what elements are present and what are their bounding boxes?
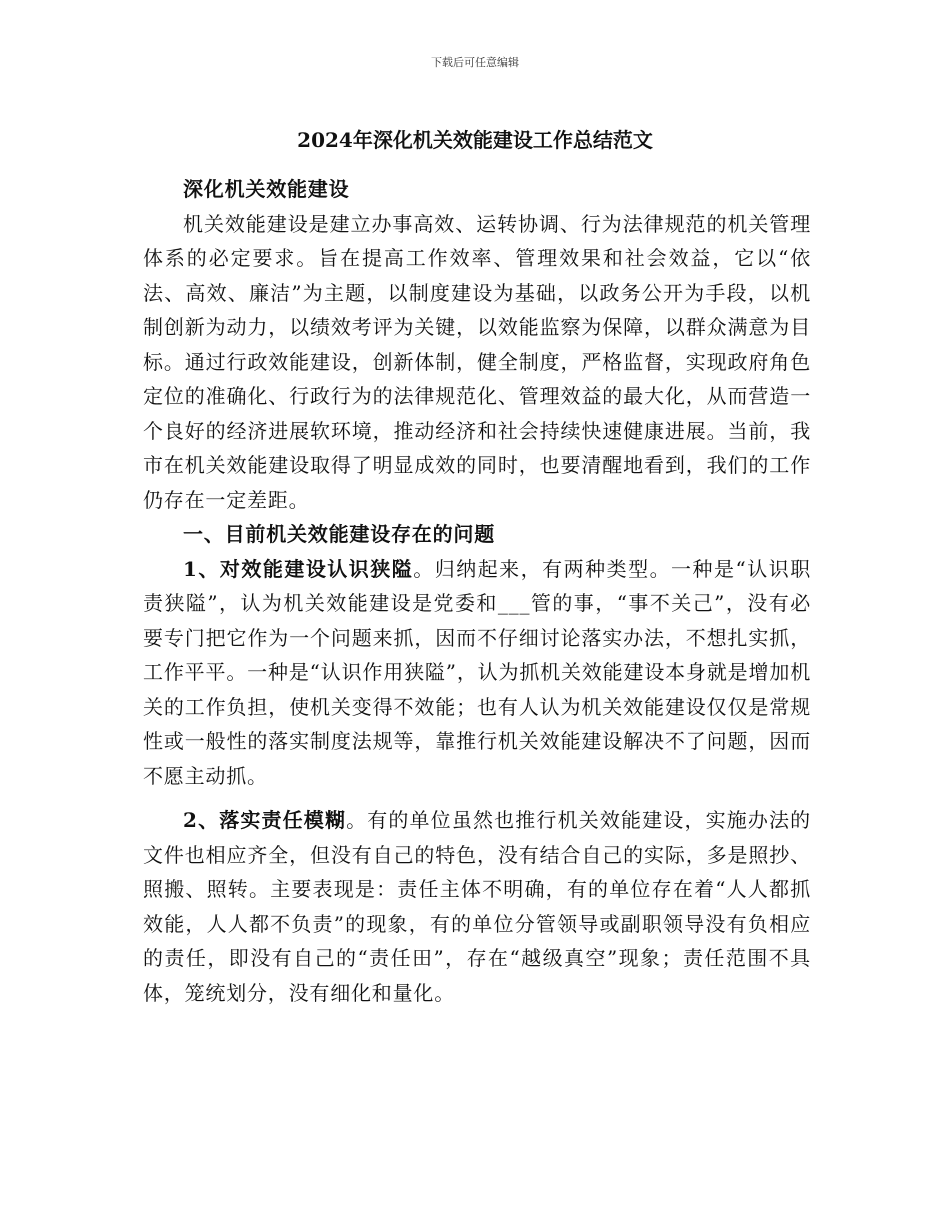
- paragraph-gap: [143, 793, 811, 803]
- point-1-text: 。归纳起来，有两种类型。一种是“认识职责狭隘”，认为机关效能建设是党委和___管的事，“事不关己”，没有必要专门把它作为一个问题来抓，因而不仔细讨论落实办法，不想扎实抓，工作平平。一种是“认识作用狭隘”，认为抓机关效能建设本身就是增加机关的工作负担，使机关变得不效能；也有人认为机关效能建设仅仅是常规性或一般性的落实制度法规等，靠推行机关效能建设解决不了问题，因而不愿主动抓。: [143, 556, 811, 788]
- point-2-text: 。有的单位虽然也推行机关效能建设，实施办法的文件也相应齐全，但没有自己的特色，没有结合自己的实际，多是照抄、照搬、照转。主要表现是：责任主体不明确，有的单位存在着“人人都抓效能，人人都不负责”的现象，有的单位分管领导或副职领导没有负相应的责任，即没有自己的“责任田”，存在“越级真空”现象；责任范围不具体，笼统划分，没有细化和量化。: [143, 808, 811, 1005]
- problems-heading: 一、目前机关效能建设存在的问题: [183, 522, 495, 546]
- intro-paragraph: 机关效能建设是建立办事高效、运转协调、行为法律规范的机关管理体系的必定要求。旨在提高工作效率、管理效果和社会效益，它以“依法、高效、廉洁”为主题，以制度建设为基础，以政务公开为手段，以机制创新为动力，以绩效考评为关键，以效能监察为保障，以群众满意为目标。通过行政效能建设，创新体制，健全制度，严格监督，实现政府角色定位的准确化、行政行为的法律规范化、管理效益的最大化，从而营造一个良好的经济进展软环境，推动经济和社会持续快速健康进展。当前，我市在机关效能建设取得了明显成效的同时，也要清醒地看到，我们的工作仍存在一定差距。: [143, 211, 811, 512]
- point-1-lead: 1、对效能建设认识狭隘: [183, 556, 414, 581]
- point-2-lead: 2、落实责任模糊: [183, 808, 347, 832]
- document-body: [143, 172, 811, 1010]
- point-1-paragraph: [143, 552, 811, 794]
- point-2-paragraph: [143, 803, 811, 1010]
- section-heading: 深化机关效能建设: [183, 177, 350, 201]
- document-title: 2024年深化机关效能建设工作总结范文: [297, 128, 653, 152]
- header-note: 下载后可任意编辑: [431, 56, 519, 69]
